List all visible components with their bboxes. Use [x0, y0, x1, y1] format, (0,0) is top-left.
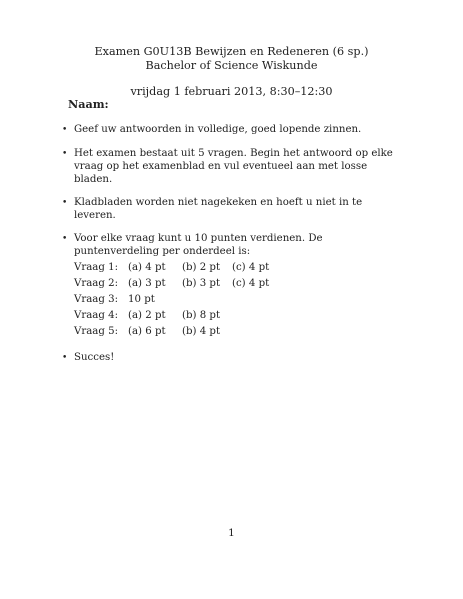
part-c-points: (c) 4 pt — [232, 278, 270, 289]
list-item — [62, 123, 402, 137]
part-b-points — [182, 293, 232, 309]
table-row — [74, 277, 282, 293]
exam-title: Examen G0U13B Bewijzen en Redeneren (6 sp.) — [94, 45, 369, 58]
list-item — [62, 147, 402, 186]
bullet-icon: • — [62, 149, 68, 159]
part-b-points: (b) 4 pt — [182, 326, 221, 337]
points-table — [74, 261, 282, 341]
question-label: Vraag 5: — [74, 326, 119, 337]
instruction-text: Succes! — [74, 352, 115, 363]
bullet-icon: • — [62, 125, 68, 135]
part-a-points: 10 pt — [128, 294, 155, 305]
bullet-icon: • — [62, 198, 68, 208]
part-b-points: (b) 2 pt — [182, 262, 221, 273]
exam-program: Bachelor of Science Wiskunde — [145, 59, 318, 72]
question-label: Vraag 2: — [74, 278, 119, 289]
part-a-points: (a) 4 pt — [128, 262, 166, 273]
instruction-text: Het examen bestaat uit 5 vragen. Begin het antwoord op elke vraag op het examenblad en vul eventueel aan met losse bladen. — [74, 148, 393, 185]
part-a-points: (a) 2 pt — [128, 310, 166, 321]
table-row — [74, 325, 282, 341]
question-label: Vraag 3: — [74, 294, 119, 305]
bullet-icon: • — [62, 234, 68, 244]
instructions-list — [62, 123, 402, 375]
list-item — [62, 196, 402, 222]
table-row — [74, 309, 282, 325]
part-c-points — [232, 293, 282, 309]
part-a-points: (a) 6 pt — [128, 326, 166, 337]
list-item — [62, 351, 402, 365]
instruction-text: Kladbladen worden niet nagekeken en hoeft u niet in te leveren. — [74, 197, 363, 221]
page-number: 1 — [228, 527, 235, 539]
part-b-points: (b) 3 pt — [182, 278, 221, 289]
table-row — [74, 261, 282, 277]
part-a-points: (a) 3 pt — [128, 278, 166, 289]
part-b-points: (b) 8 pt — [182, 310, 221, 321]
question-label: Vraag 4: — [74, 310, 119, 321]
exam-date: vrijdag 1 februari 2013, 8:30–12:30 — [130, 85, 333, 98]
list-item — [62, 232, 402, 341]
part-c-points — [232, 325, 282, 341]
part-c-points — [232, 309, 282, 325]
exam-header — [0, 45, 463, 99]
part-c-points: (c) 4 pt — [232, 262, 270, 273]
question-label: Vraag 1: — [74, 262, 119, 273]
instruction-text: Geef uw antwoorden in volledige, goed lopende zinnen. — [74, 124, 362, 135]
table-row — [74, 293, 282, 309]
name-label: Naam: — [68, 97, 109, 111]
instruction-text: Voor elke vraag kunt u 10 punten verdienen. De puntenverdeling per onderdeel is: — [74, 233, 323, 257]
bullet-icon: • — [62, 353, 68, 363]
